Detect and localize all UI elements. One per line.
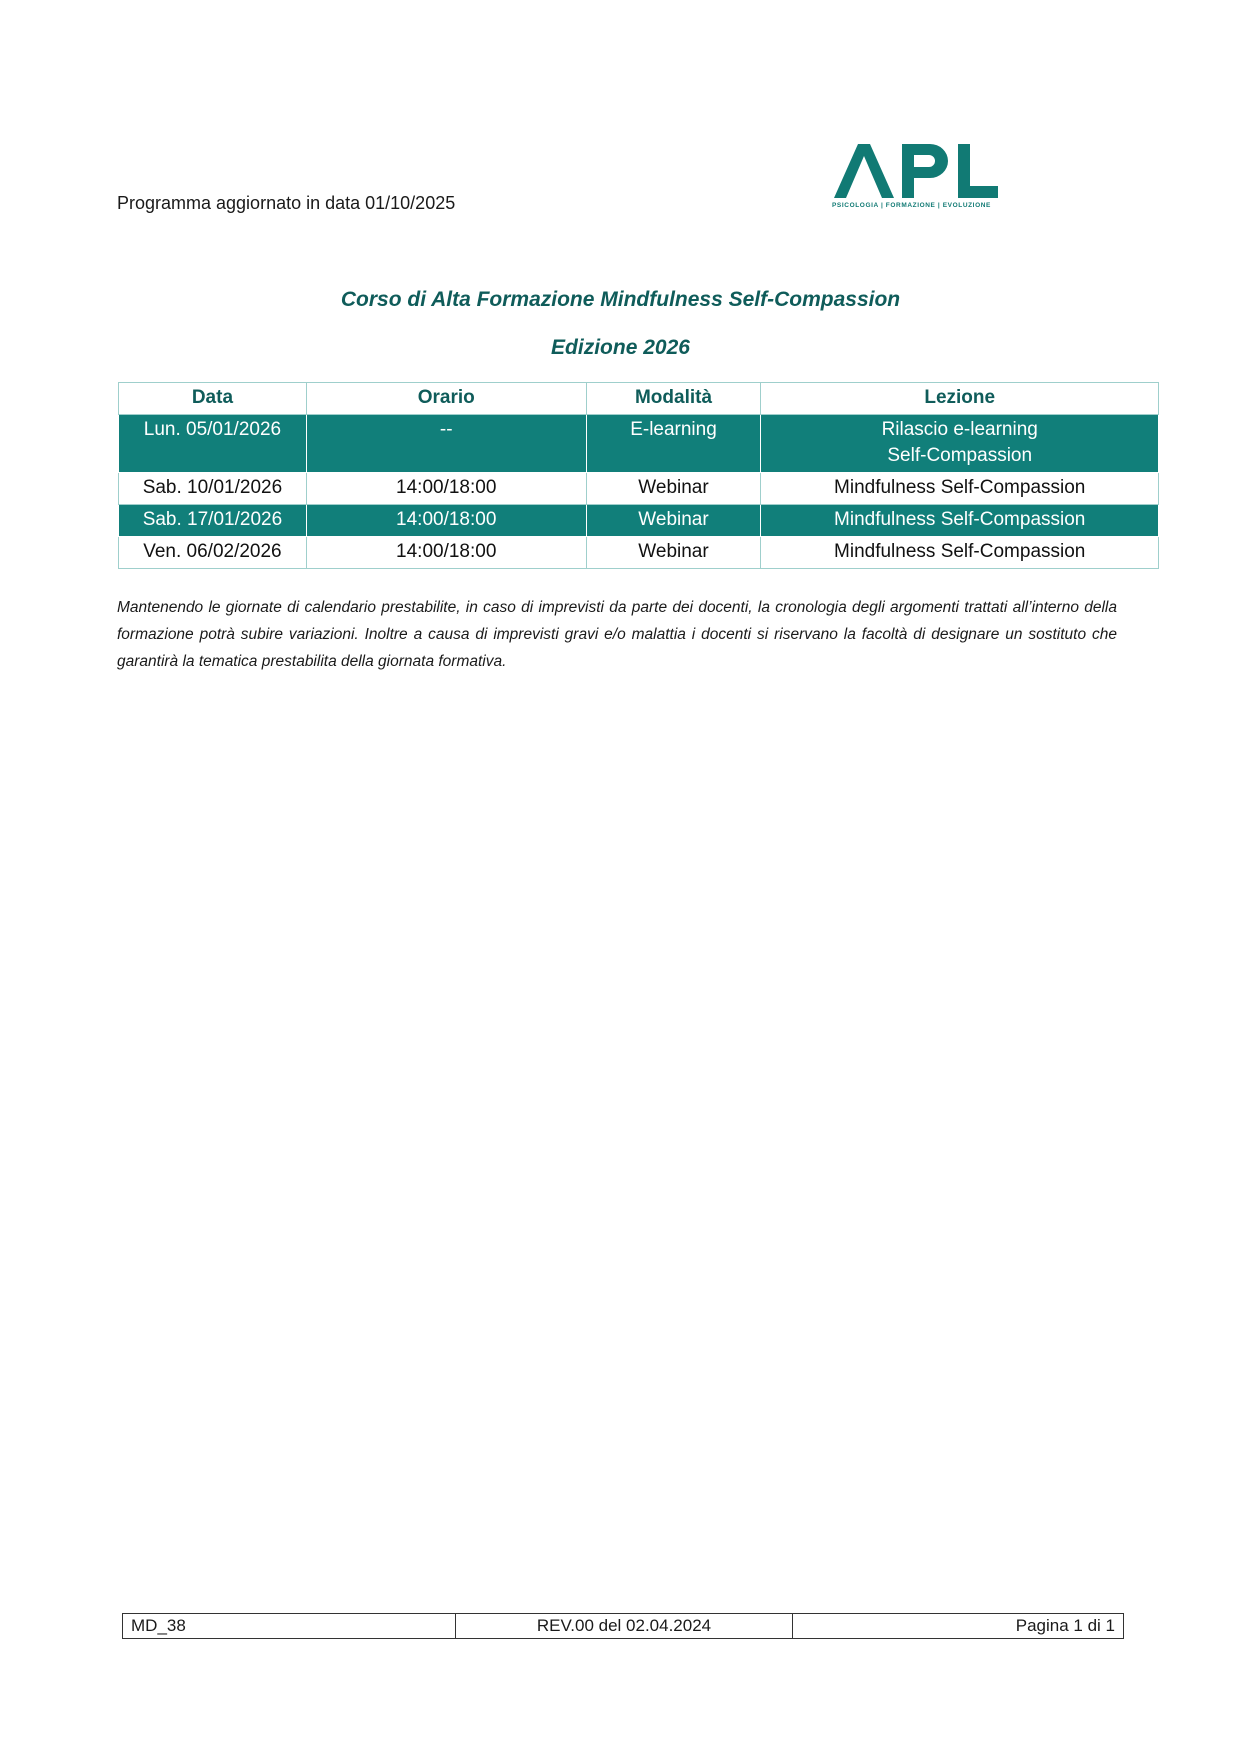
edition-title: Edizione 2026 bbox=[551, 336, 690, 359]
cell-time: -- bbox=[306, 415, 586, 473]
lesson-line: Rilascio e-learning bbox=[881, 419, 1038, 440]
cell-lesson: Mindfulness Self-Compassion bbox=[761, 537, 1159, 569]
header-modalita: Modalità bbox=[586, 383, 761, 415]
cell-lesson bbox=[761, 415, 1159, 473]
header-lezione: Lezione bbox=[761, 383, 1159, 415]
footer-revision: REV.00 del 02.04.2024 bbox=[456, 1614, 793, 1639]
table-row bbox=[119, 415, 1159, 473]
cell-date: Ven. 06/02/2026 bbox=[119, 537, 307, 569]
header-orario: Orario bbox=[306, 383, 586, 415]
cell-mode: Webinar bbox=[586, 473, 761, 505]
table-row bbox=[119, 505, 1159, 537]
schedule-table bbox=[118, 382, 1159, 569]
disclaimer-note: Mantenendo le giornate di calendario prestabilite, in caso di imprevisti da parte dei docenti, la cronologia degli argomenti trattati all’interno della formazione potrà subire variazioni. Inoltre a causa di imprevisti gravi e/o malattia i docenti si riservano la facoltà di designare un sostituto che garantirà la tematica prestabilita della giornata formativa. bbox=[117, 599, 1117, 670]
cell-time: 14:00/18:00 bbox=[306, 537, 586, 569]
table-row bbox=[119, 537, 1159, 569]
cell-mode: Webinar bbox=[586, 537, 761, 569]
cell-time: 14:00/18:00 bbox=[306, 505, 586, 537]
cell-date: Sab. 10/01/2026 bbox=[119, 473, 307, 505]
logo-tagline: PSICOLOGIA | FORMAZIONE | EVOLUZIONE bbox=[832, 202, 991, 209]
cell-lesson: Mindfulness Self-Compassion bbox=[761, 473, 1159, 505]
table-row bbox=[119, 473, 1159, 505]
footer-table bbox=[122, 1613, 1124, 1639]
apl-logo bbox=[832, 140, 1002, 216]
course-title: Corso di Alta Formazione Mindfulness Self-Compassion bbox=[340, 288, 901, 311]
lesson-line: Self-Compassion bbox=[887, 445, 1033, 466]
footer-page-number: Pagina 1 di 1 bbox=[793, 1614, 1124, 1639]
cell-mode: Webinar bbox=[586, 505, 761, 537]
cell-date: Lun. 05/01/2026 bbox=[119, 415, 307, 473]
footer-doc-code: MD_38 bbox=[123, 1614, 456, 1639]
cell-lesson: Mindfulness Self-Compassion bbox=[761, 505, 1159, 537]
apl-logo-mark bbox=[832, 140, 1002, 202]
schedule-header-row bbox=[119, 383, 1159, 415]
cell-date: Sab. 17/01/2026 bbox=[119, 505, 307, 537]
update-date-text: Programma aggiornato in data 01/10/2025 bbox=[117, 193, 456, 213]
cell-time: 14:00/18:00 bbox=[306, 473, 586, 505]
cell-mode: E-learning bbox=[586, 415, 761, 473]
header-data: Data bbox=[119, 383, 307, 415]
